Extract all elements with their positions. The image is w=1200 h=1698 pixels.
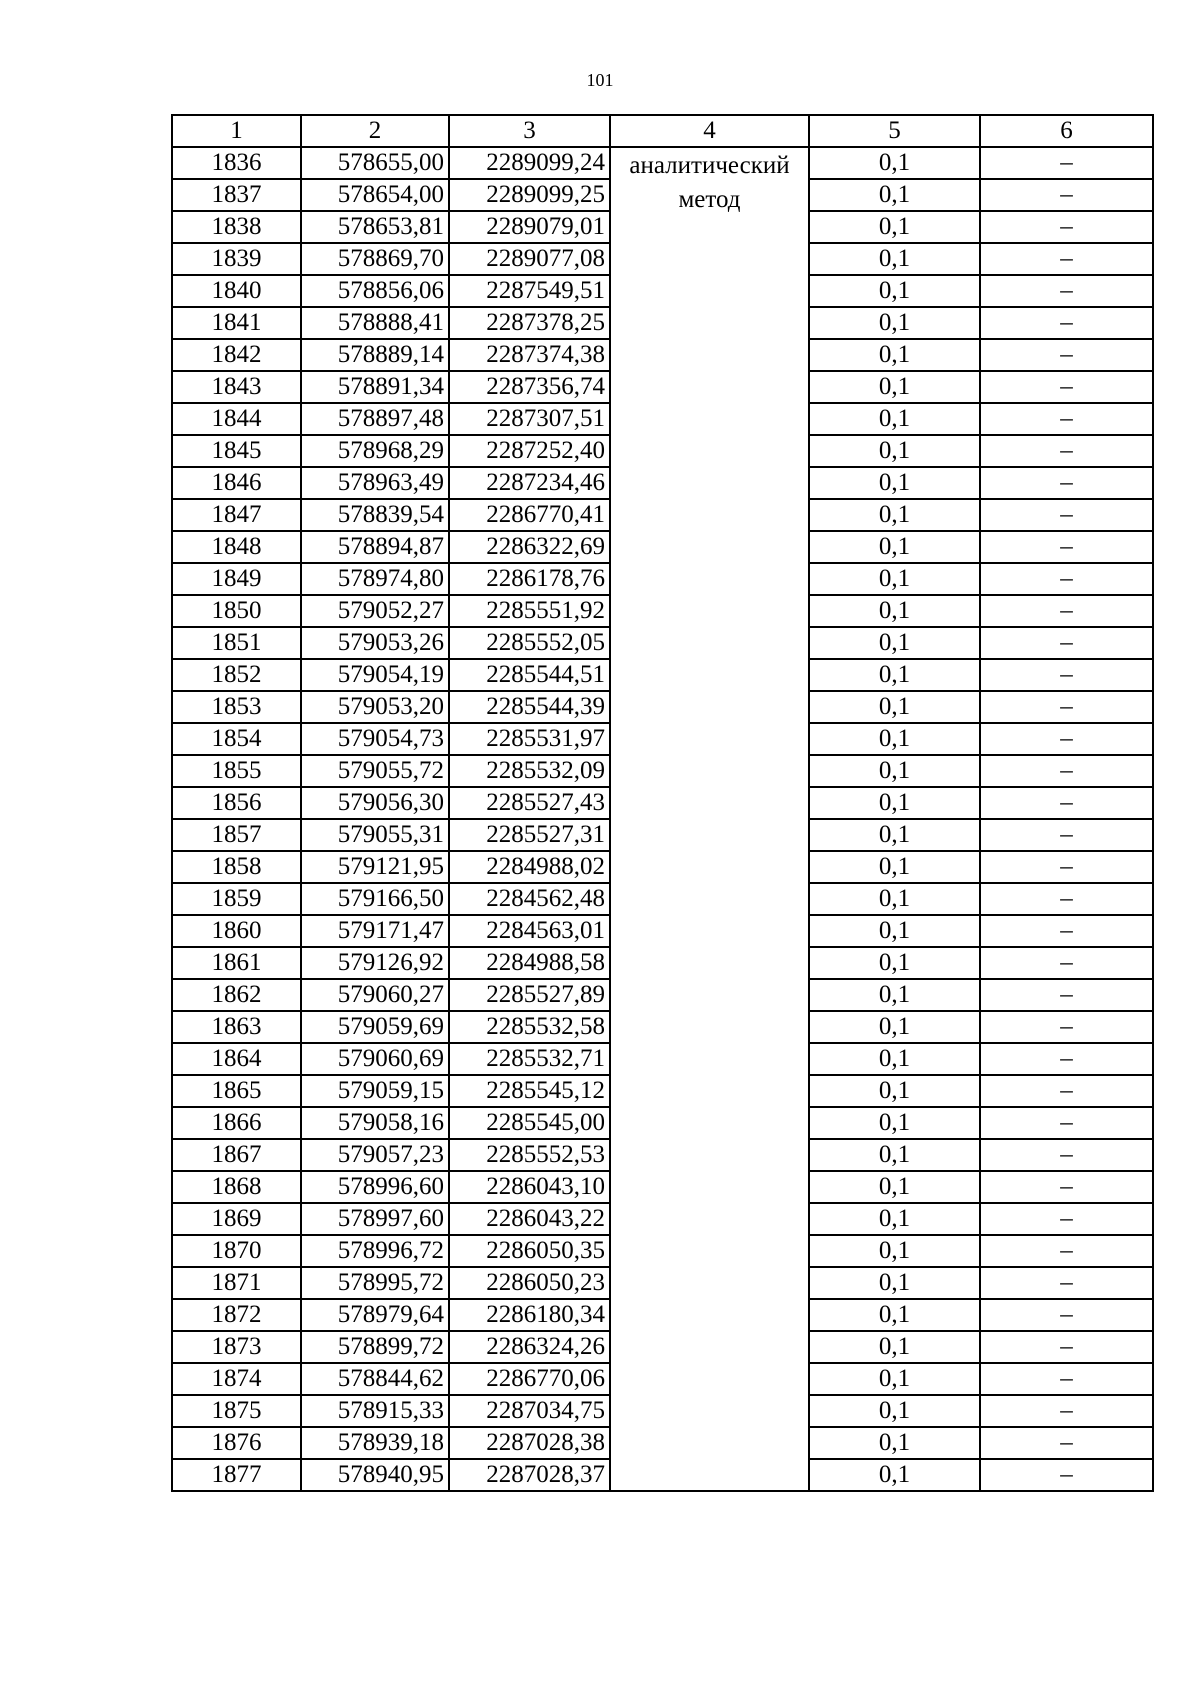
- y-coordinate-cell: 2287378,25: [449, 307, 610, 339]
- x-coordinate-cell: 578940,95: [301, 1459, 449, 1491]
- table-row: [172, 147, 1153, 179]
- y-coordinate-cell: 2285527,43: [449, 787, 610, 819]
- y-coordinate-cell: 2285527,31: [449, 819, 610, 851]
- note-cell: –: [980, 755, 1153, 787]
- x-coordinate-cell: 578856,06: [301, 275, 449, 307]
- point-number-cell: 1863: [172, 1011, 301, 1043]
- note-cell: –: [980, 723, 1153, 755]
- accuracy-cell: 0,1: [809, 595, 980, 627]
- x-coordinate-cell: 578996,72: [301, 1235, 449, 1267]
- accuracy-cell: 0,1: [809, 1299, 980, 1331]
- x-coordinate-cell: 579171,47: [301, 915, 449, 947]
- accuracy-cell: 0,1: [809, 1011, 980, 1043]
- accuracy-cell: 0,1: [809, 755, 980, 787]
- point-number-cell: 1871: [172, 1267, 301, 1299]
- y-coordinate-cell: 2285532,58: [449, 1011, 610, 1043]
- x-coordinate-cell: 579056,30: [301, 787, 449, 819]
- note-cell: –: [980, 1107, 1153, 1139]
- note-cell: –: [980, 467, 1153, 499]
- note-cell: –: [980, 371, 1153, 403]
- note-cell: –: [980, 339, 1153, 371]
- note-cell: –: [980, 499, 1153, 531]
- y-coordinate-cell: 2287034,75: [449, 1395, 610, 1427]
- point-number-cell: 1846: [172, 467, 301, 499]
- x-coordinate-cell: 579060,69: [301, 1043, 449, 1075]
- point-number-cell: 1838: [172, 211, 301, 243]
- point-number-cell: 1841: [172, 307, 301, 339]
- y-coordinate-cell: 2286324,26: [449, 1331, 610, 1363]
- point-number-cell: 1862: [172, 979, 301, 1011]
- note-cell: –: [980, 1139, 1153, 1171]
- note-cell: –: [980, 915, 1153, 947]
- point-number-cell: 1869: [172, 1203, 301, 1235]
- y-coordinate-cell: 2286050,23: [449, 1267, 610, 1299]
- note-cell: –: [980, 403, 1153, 435]
- accuracy-cell: 0,1: [809, 787, 980, 819]
- y-coordinate-cell: 2285527,89: [449, 979, 610, 1011]
- y-coordinate-cell: 2286180,34: [449, 1299, 610, 1331]
- accuracy-cell: 0,1: [809, 307, 980, 339]
- column-header: 4: [610, 115, 809, 147]
- note-cell: –: [980, 691, 1153, 723]
- x-coordinate-cell: 579054,19: [301, 659, 449, 691]
- note-cell: –: [980, 211, 1153, 243]
- note-cell: –: [980, 1203, 1153, 1235]
- note-cell: –: [980, 147, 1153, 179]
- accuracy-cell: 0,1: [809, 1075, 980, 1107]
- point-number-cell: 1865: [172, 1075, 301, 1107]
- x-coordinate-cell: 579059,69: [301, 1011, 449, 1043]
- note-cell: –: [980, 659, 1153, 691]
- accuracy-cell: 0,1: [809, 883, 980, 915]
- accuracy-cell: 0,1: [809, 979, 980, 1011]
- y-coordinate-cell: 2286050,35: [449, 1235, 610, 1267]
- x-coordinate-cell: 579126,92: [301, 947, 449, 979]
- point-number-cell: 1836: [172, 147, 301, 179]
- y-coordinate-cell: 2285532,09: [449, 755, 610, 787]
- y-coordinate-cell: 2289079,01: [449, 211, 610, 243]
- accuracy-cell: 0,1: [809, 1107, 980, 1139]
- accuracy-cell: 0,1: [809, 339, 980, 371]
- note-cell: –: [980, 1075, 1153, 1107]
- note-cell: –: [980, 595, 1153, 627]
- note-cell: –: [980, 1235, 1153, 1267]
- x-coordinate-cell: 579059,15: [301, 1075, 449, 1107]
- y-coordinate-cell: 2285545,12: [449, 1075, 610, 1107]
- y-coordinate-cell: 2286770,41: [449, 499, 610, 531]
- y-coordinate-cell: 2287028,38: [449, 1427, 610, 1459]
- column-header: 3: [449, 115, 610, 147]
- accuracy-cell: 0,1: [809, 723, 980, 755]
- point-number-cell: 1839: [172, 243, 301, 275]
- column-header: 5: [809, 115, 980, 147]
- accuracy-cell: 0,1: [809, 499, 980, 531]
- y-coordinate-cell: 2287356,74: [449, 371, 610, 403]
- accuracy-cell: 0,1: [809, 1203, 980, 1235]
- note-cell: –: [980, 1427, 1153, 1459]
- accuracy-cell: 0,1: [809, 211, 980, 243]
- point-number-cell: 1844: [172, 403, 301, 435]
- y-coordinate-cell: 2285544,51: [449, 659, 610, 691]
- accuracy-cell: 0,1: [809, 1331, 980, 1363]
- x-coordinate-cell: 579054,73: [301, 723, 449, 755]
- point-number-cell: 1852: [172, 659, 301, 691]
- accuracy-cell: 0,1: [809, 1395, 980, 1427]
- accuracy-cell: 0,1: [809, 819, 980, 851]
- note-cell: –: [980, 243, 1153, 275]
- point-number-cell: 1847: [172, 499, 301, 531]
- point-number-cell: 1860: [172, 915, 301, 947]
- note-cell: –: [980, 307, 1153, 339]
- point-number-cell: 1859: [172, 883, 301, 915]
- point-number-cell: 1874: [172, 1363, 301, 1395]
- x-coordinate-cell: 578979,64: [301, 1299, 449, 1331]
- accuracy-cell: 0,1: [809, 1363, 980, 1395]
- accuracy-cell: 0,1: [809, 1171, 980, 1203]
- point-number-cell: 1855: [172, 755, 301, 787]
- x-coordinate-cell: 578897,48: [301, 403, 449, 435]
- accuracy-cell: 0,1: [809, 243, 980, 275]
- accuracy-cell: 0,1: [809, 691, 980, 723]
- point-number-cell: 1854: [172, 723, 301, 755]
- point-number-cell: 1853: [172, 691, 301, 723]
- point-number-cell: 1840: [172, 275, 301, 307]
- note-cell: –: [980, 851, 1153, 883]
- accuracy-cell: 0,1: [809, 435, 980, 467]
- x-coordinate-cell: 578888,41: [301, 307, 449, 339]
- accuracy-cell: 0,1: [809, 1043, 980, 1075]
- x-coordinate-cell: 579055,31: [301, 819, 449, 851]
- y-coordinate-cell: 2285551,92: [449, 595, 610, 627]
- y-coordinate-cell: 2287028,37: [449, 1459, 610, 1491]
- note-cell: –: [980, 1395, 1153, 1427]
- method-cell: [610, 147, 809, 1491]
- y-coordinate-cell: 2285531,97: [449, 723, 610, 755]
- point-number-cell: 1864: [172, 1043, 301, 1075]
- x-coordinate-cell: 579058,16: [301, 1107, 449, 1139]
- point-number-cell: 1872: [172, 1299, 301, 1331]
- x-coordinate-cell: 578974,80: [301, 563, 449, 595]
- y-coordinate-cell: 2289077,08: [449, 243, 610, 275]
- accuracy-cell: 0,1: [809, 147, 980, 179]
- note-cell: –: [980, 563, 1153, 595]
- accuracy-cell: 0,1: [809, 467, 980, 499]
- point-number-cell: 1866: [172, 1107, 301, 1139]
- point-number-cell: 1873: [172, 1331, 301, 1363]
- point-number-cell: 1867: [172, 1139, 301, 1171]
- y-coordinate-cell: 2287307,51: [449, 403, 610, 435]
- point-number-cell: 1851: [172, 627, 301, 659]
- note-cell: –: [980, 947, 1153, 979]
- note-cell: –: [980, 1299, 1153, 1331]
- x-coordinate-cell: 579166,50: [301, 883, 449, 915]
- x-coordinate-cell: 578889,14: [301, 339, 449, 371]
- table-body: [172, 147, 1153, 1491]
- accuracy-cell: 0,1: [809, 275, 980, 307]
- point-number-cell: 1845: [172, 435, 301, 467]
- y-coordinate-cell: 2287234,46: [449, 467, 610, 499]
- note-cell: –: [980, 179, 1153, 211]
- y-coordinate-cell: 2287549,51: [449, 275, 610, 307]
- note-cell: –: [980, 1171, 1153, 1203]
- point-number-cell: 1848: [172, 531, 301, 563]
- point-number-cell: 1877: [172, 1459, 301, 1491]
- point-number-cell: 1870: [172, 1235, 301, 1267]
- accuracy-cell: 0,1: [809, 1459, 980, 1491]
- accuracy-cell: 0,1: [809, 1139, 980, 1171]
- point-number-cell: 1858: [172, 851, 301, 883]
- x-coordinate-cell: 579057,23: [301, 1139, 449, 1171]
- note-cell: –: [980, 531, 1153, 563]
- point-number-cell: 1876: [172, 1427, 301, 1459]
- accuracy-cell: 0,1: [809, 563, 980, 595]
- x-coordinate-cell: 578996,60: [301, 1171, 449, 1203]
- x-coordinate-cell: 578995,72: [301, 1267, 449, 1299]
- accuracy-cell: 0,1: [809, 1427, 980, 1459]
- y-coordinate-cell: 2284563,01: [449, 915, 610, 947]
- x-coordinate-cell: 579060,27: [301, 979, 449, 1011]
- accuracy-cell: 0,1: [809, 531, 980, 563]
- point-number-cell: 1837: [172, 179, 301, 211]
- accuracy-cell: 0,1: [809, 627, 980, 659]
- note-cell: –: [980, 1459, 1153, 1491]
- x-coordinate-cell: 578839,54: [301, 499, 449, 531]
- y-coordinate-cell: 2287374,38: [449, 339, 610, 371]
- accuracy-cell: 0,1: [809, 1235, 980, 1267]
- y-coordinate-cell: 2284988,02: [449, 851, 610, 883]
- note-cell: –: [980, 1363, 1153, 1395]
- x-coordinate-cell: 579121,95: [301, 851, 449, 883]
- x-coordinate-cell: 579053,26: [301, 627, 449, 659]
- point-number-cell: 1868: [172, 1171, 301, 1203]
- x-coordinate-cell: 578939,18: [301, 1427, 449, 1459]
- point-number-cell: 1850: [172, 595, 301, 627]
- x-coordinate-cell: 578654,00: [301, 179, 449, 211]
- y-coordinate-cell: 2285544,39: [449, 691, 610, 723]
- y-coordinate-cell: 2286322,69: [449, 531, 610, 563]
- note-cell: –: [980, 1043, 1153, 1075]
- note-cell: –: [980, 275, 1153, 307]
- x-coordinate-cell: 579053,20: [301, 691, 449, 723]
- point-number-cell: 1842: [172, 339, 301, 371]
- point-number-cell: 1843: [172, 371, 301, 403]
- note-cell: –: [980, 1267, 1153, 1299]
- x-coordinate-cell: 578997,60: [301, 1203, 449, 1235]
- accuracy-cell: 0,1: [809, 371, 980, 403]
- point-number-cell: 1857: [172, 819, 301, 851]
- accuracy-cell: 0,1: [809, 179, 980, 211]
- x-coordinate-cell: 578915,33: [301, 1395, 449, 1427]
- x-coordinate-cell: 578869,70: [301, 243, 449, 275]
- accuracy-cell: 0,1: [809, 851, 980, 883]
- y-coordinate-cell: 2286043,22: [449, 1203, 610, 1235]
- y-coordinate-cell: 2287252,40: [449, 435, 610, 467]
- y-coordinate-cell: 2285552,05: [449, 627, 610, 659]
- x-coordinate-cell: 578894,87: [301, 531, 449, 563]
- y-coordinate-cell: 2289099,24: [449, 147, 610, 179]
- x-coordinate-cell: 578891,34: [301, 371, 449, 403]
- accuracy-cell: 0,1: [809, 403, 980, 435]
- y-coordinate-cell: 2284988,58: [449, 947, 610, 979]
- note-cell: –: [980, 819, 1153, 851]
- accuracy-cell: 0,1: [809, 659, 980, 691]
- coordinates-table: [171, 114, 1154, 1492]
- x-coordinate-cell: 579052,27: [301, 595, 449, 627]
- y-coordinate-cell: 2284562,48: [449, 883, 610, 915]
- column-header: 1: [172, 115, 301, 147]
- y-coordinate-cell: 2285552,53: [449, 1139, 610, 1171]
- point-number-cell: 1875: [172, 1395, 301, 1427]
- x-coordinate-cell: 579055,72: [301, 755, 449, 787]
- method-line: аналитический: [629, 152, 790, 179]
- x-coordinate-cell: 578844,62: [301, 1363, 449, 1395]
- accuracy-cell: 0,1: [809, 915, 980, 947]
- note-cell: –: [980, 1011, 1153, 1043]
- point-number-cell: 1856: [172, 787, 301, 819]
- point-number-cell: 1849: [172, 563, 301, 595]
- column-header: 2: [301, 115, 449, 147]
- x-coordinate-cell: 578963,49: [301, 467, 449, 499]
- note-cell: –: [980, 883, 1153, 915]
- x-coordinate-cell: 578968,29: [301, 435, 449, 467]
- y-coordinate-cell: 2286770,06: [449, 1363, 610, 1395]
- y-coordinate-cell: 2286043,10: [449, 1171, 610, 1203]
- accuracy-cell: 0,1: [809, 1267, 980, 1299]
- point-number-cell: 1861: [172, 947, 301, 979]
- note-cell: –: [980, 979, 1153, 1011]
- note-cell: –: [980, 435, 1153, 467]
- note-cell: –: [980, 1331, 1153, 1363]
- note-cell: –: [980, 787, 1153, 819]
- y-coordinate-cell: 2285532,71: [449, 1043, 610, 1075]
- x-coordinate-cell: 578899,72: [301, 1331, 449, 1363]
- column-header: 6: [980, 115, 1153, 147]
- y-coordinate-cell: 2289099,25: [449, 179, 610, 211]
- x-coordinate-cell: 578653,81: [301, 211, 449, 243]
- x-coordinate-cell: 578655,00: [301, 147, 449, 179]
- accuracy-cell: 0,1: [809, 947, 980, 979]
- table-header-row: [172, 115, 1153, 147]
- note-cell: –: [980, 627, 1153, 659]
- y-coordinate-cell: 2286178,76: [449, 563, 610, 595]
- method-line: метод: [678, 186, 741, 213]
- y-coordinate-cell: 2285545,00: [449, 1107, 610, 1139]
- page-number: 101: [586, 70, 614, 90]
